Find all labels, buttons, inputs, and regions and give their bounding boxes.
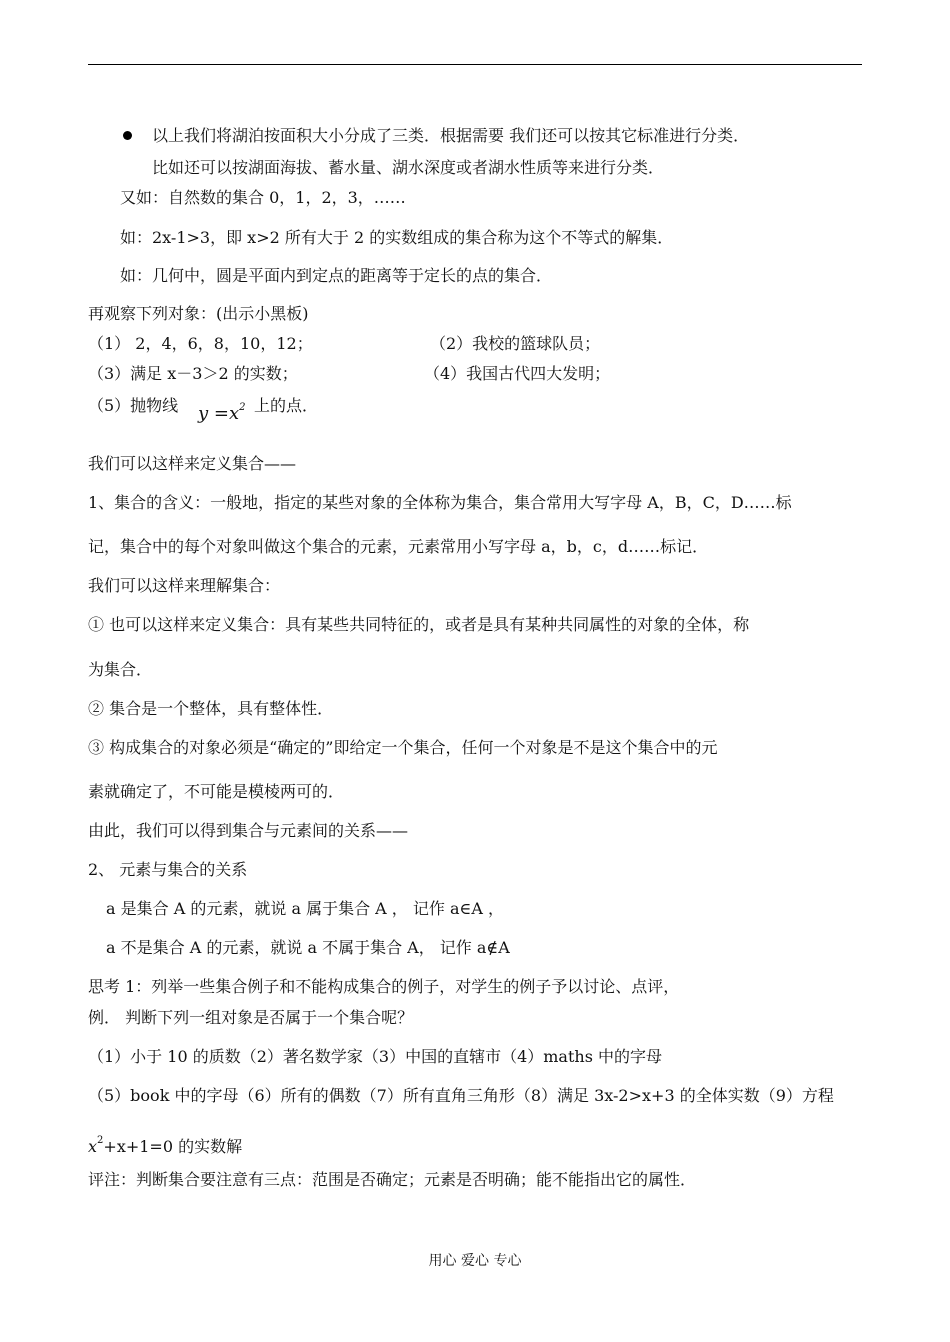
example-items-1: （1）小于 10 的质数（2）著名数学家（3）中国的直辖市（4）maths 中的字母 [88,1047,662,1066]
bullet-line-1: 以上我们将湖泊按面积大小分成了三类．根据需要 我们还可以按其它标准进行分类． [152,126,750,145]
understanding-heading: 我们可以这样来理解集合： [88,576,281,595]
observe-heading: 再观察下列对象：(出示小黑板) [88,304,309,323]
object-4: （4）我国古代四大发明； [424,364,611,383]
relation-not-belongs: a 不是集合 A 的元素，就说 a 不属于集合 A， 记作 a∉A [106,938,510,957]
understanding-3-line-1: ③ 构成集合的对象必须是“确定的”即给定一个集合，任何一个对象是不是这个集合中的元 [88,738,718,757]
understanding-2: ② 集合是一个整体，具有整体性． [88,699,334,718]
example-inequality: 如：2x-1>3，即 x>2 所有大于 2 的实数组成的集合称为这个不等式的解集． [120,228,674,247]
object-5-suffix: 上的点． [254,396,319,415]
header-rule [88,64,862,65]
object-1: （1） 2，4，6，8，10，12； [88,334,313,353]
understanding-1-line-1: ① 也可以这样来定义集合：具有某些共同特征的，或者是具有某种共同属性的对象的全体，称 [88,615,750,634]
page-footer: 用心 爱心 专心 [428,1253,522,1269]
example-heading: 例． 判断下列一组对象是否属于一个集合呢？ [88,1008,414,1027]
relation-heading: 2、 元素与集合的关系 [88,860,248,879]
definition-intro: 我们可以这样来定义集合—— [88,454,297,473]
bullet-line-2: 比如还可以按湖面海拔、蓄水量、湖水深度或者湖水性质等来进行分类． [152,158,665,177]
example-items-3: $x^2+x+1=0$ 的实数解 [88,1135,243,1156]
understanding-3-line-2: 素就确定了，不可能是模棱两可的． [88,782,345,801]
parabola-equation: $y =x^2$ [198,402,246,424]
example-natural-numbers: 又如：自然数的集合 0，1，2，3，…… [120,188,406,207]
bullet-icon [123,131,132,140]
definition-1-line-1: 1、集合的含义：一般地，指定的某些对象的全体称为集合，集合常用大写字母 A，B，C，D……标 [88,493,792,512]
definition-1-line-2: 记，集合中的每个对象叫做这个集合的元素，元素常用小写字母 a，b，c，d……标记． [88,537,709,556]
remark: 评注：判断集合要注意有三点：范围是否确定；元素是否明确；能不能指出它的属性． [88,1170,697,1189]
relation-intro: 由此，我们可以得到集合与元素间的关系—— [88,821,409,840]
object-2: （2）我校的篮球队员； [430,334,601,353]
example-circle: 如：几何中，圆是平面内到定点的距离等于定长的点的集合． [120,266,553,285]
think-1: 思考 1：列举一些集合例子和不能构成集合的例子，对学生的例子予以讨论、点评， [88,977,680,996]
object-5-prefix: （5）抛物线 [88,396,179,415]
object-3: （3）满足 x－3＞2 的实数； [88,364,298,383]
example-items-2: （5）book 中的字母（6）所有的偶数（7）所有直角三角形（8）满足 3x-2>x+3 的全体实数（9）方程 [88,1086,834,1105]
understanding-1-line-2: 为集合． [88,660,153,679]
relation-belongs: a 是集合 A 的元素，就说 a 属于集合 A ， 记作 a∈A ， [106,899,504,918]
